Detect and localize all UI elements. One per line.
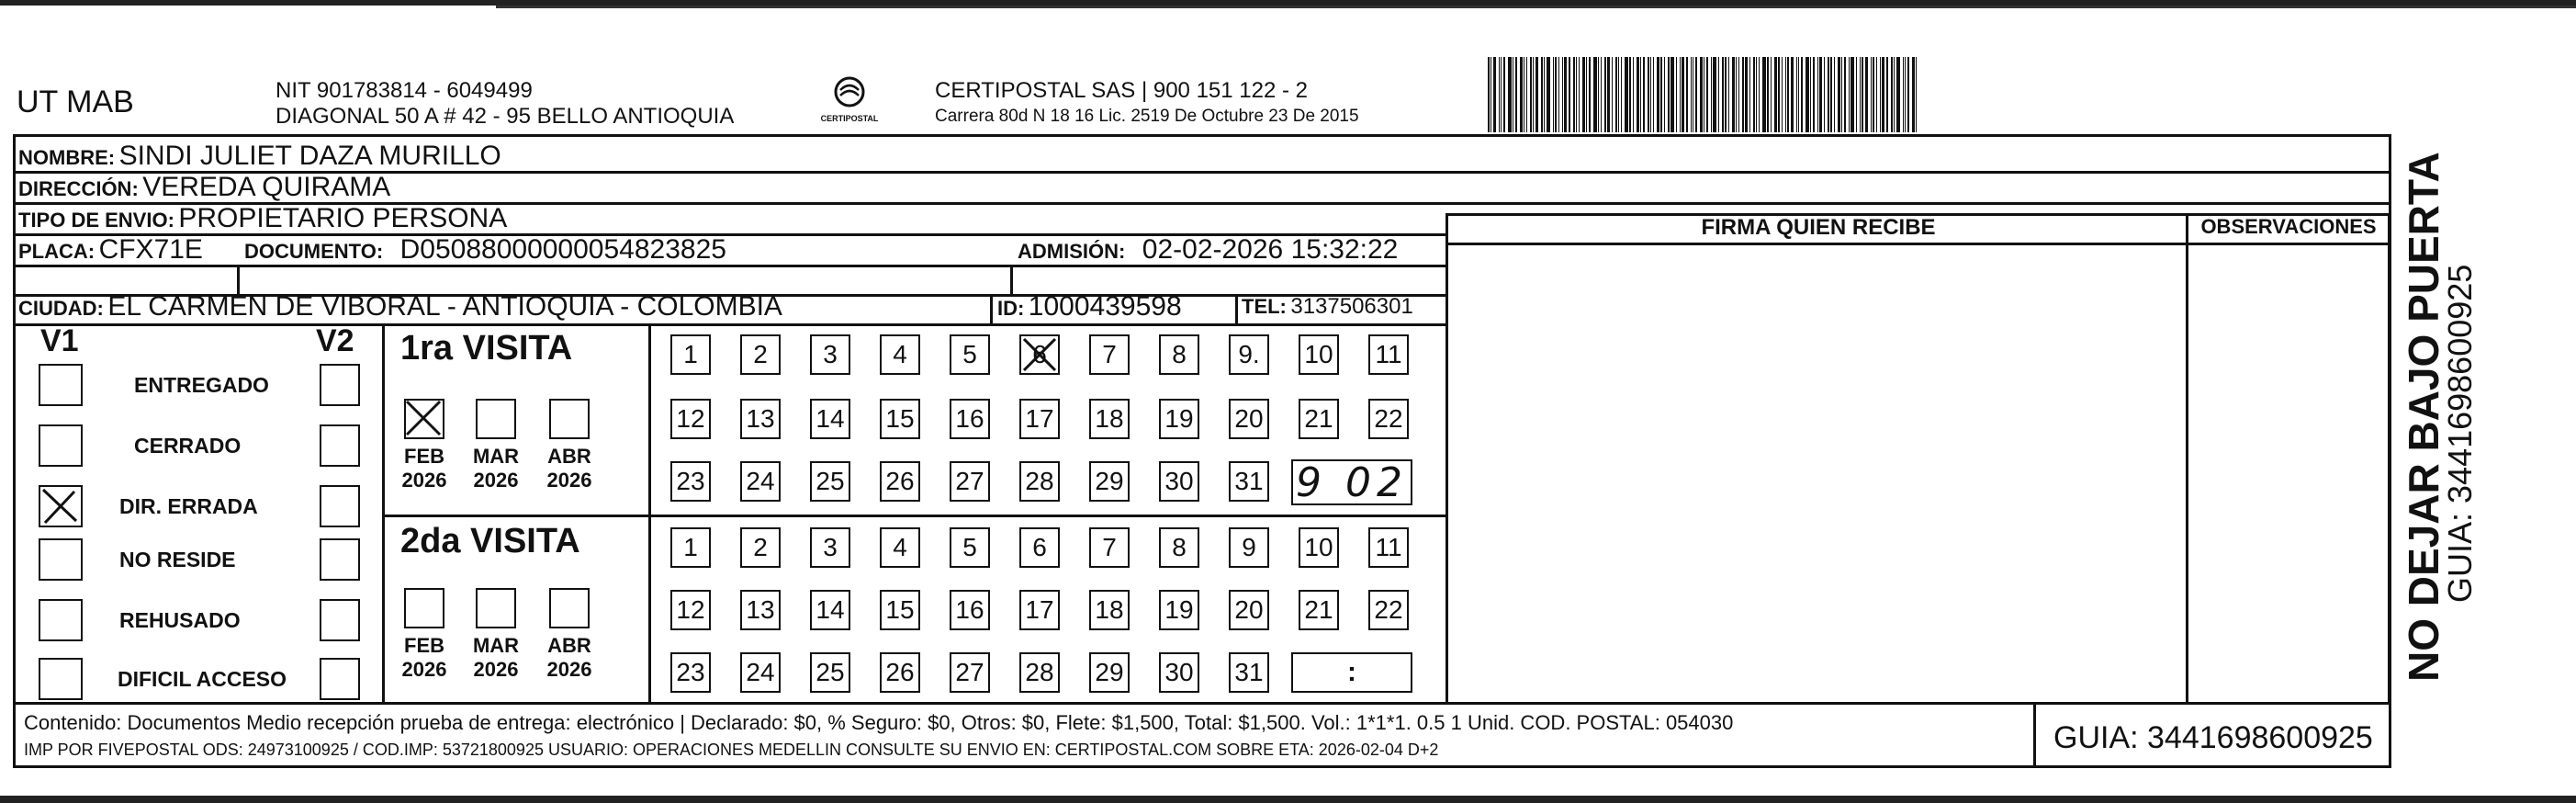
visit1-title: 1ra VISITA	[400, 329, 573, 368]
id-label: ID:	[997, 297, 1025, 320]
month-year: 2026	[401, 469, 447, 492]
month-checkbox[interactable]	[404, 588, 444, 628]
v1-checkbox[interactable]	[39, 364, 83, 406]
tel-label: TEL:	[1242, 295, 1287, 318]
v1-checkbox[interactable]	[39, 658, 83, 700]
day-box[interactable]: 30	[1159, 652, 1199, 693]
nombre-label: NOMBRE:	[18, 146, 116, 169]
day-box[interactable]: 21	[1299, 590, 1339, 630]
status-label: CERRADO	[134, 434, 242, 458]
day-box[interactable]: 19	[1159, 590, 1199, 630]
day-box[interactable]: 17	[1019, 399, 1060, 439]
ciudad-label: CIUDAD:	[18, 297, 104, 320]
day-box[interactable]: 26	[880, 461, 920, 502]
day-box[interactable]: 15	[880, 399, 920, 439]
month-name: MAR	[472, 634, 520, 657]
status-label: DIFICIL ACCESO	[118, 667, 287, 691]
day-box[interactable]: 11	[1368, 527, 1409, 568]
day-box[interactable]: 23	[670, 652, 711, 693]
month-checkbox[interactable]	[476, 399, 516, 439]
day-box[interactable]: 22	[1368, 399, 1409, 439]
day-box[interactable]: 24	[740, 652, 781, 693]
day-box[interactable]: 26	[880, 652, 920, 693]
status-label: ENTREGADO	[134, 373, 269, 397]
day-box[interactable]: 2	[740, 334, 781, 375]
day-box[interactable]: 31	[1229, 652, 1269, 693]
day-box[interactable]: 3	[810, 334, 850, 375]
day-box[interactable]: 11	[1368, 334, 1409, 375]
v1-checkbox[interactable]	[39, 485, 83, 527]
day-box[interactable]: 28	[1019, 652, 1060, 693]
id-row	[997, 290, 1182, 328]
row-line	[1445, 243, 2391, 245]
day-box[interactable]: 9.	[1229, 334, 1269, 375]
logo-text: CERTIPOSTAL	[820, 114, 879, 123]
day-box[interactable]: 29	[1089, 652, 1130, 693]
day-box[interactable]: 8	[1159, 527, 1199, 568]
top-rule	[496, 6, 2576, 8]
month-label	[542, 634, 597, 682]
day-box[interactable]: 18	[1089, 590, 1130, 630]
v2-checkbox[interactable]	[320, 424, 360, 467]
ciudad-row	[18, 290, 782, 328]
month-name: MAR	[472, 445, 520, 468]
month-year: 2026	[401, 658, 447, 681]
day-box[interactable]: 12	[670, 590, 711, 630]
month-checkbox[interactable]	[404, 399, 444, 439]
col-line	[1235, 294, 1238, 323]
placa-label: PLACA:	[18, 240, 96, 263]
v1-checkbox[interactable]	[39, 599, 83, 641]
day-box[interactable]: 2	[740, 527, 781, 568]
tipo-label: TIPO DE ENVIO:	[18, 209, 174, 232]
month-checkbox[interactable]	[549, 399, 590, 439]
day-box[interactable]: 27	[950, 461, 990, 502]
day-box[interactable]: 12	[670, 399, 711, 439]
month-label	[542, 445, 597, 492]
v2-checkbox[interactable]	[320, 485, 360, 527]
day-box[interactable]: 17	[1019, 590, 1060, 630]
v1-checkbox[interactable]	[39, 424, 83, 467]
day-box[interactable]: 15	[880, 590, 920, 630]
day-box[interactable]: 16	[950, 590, 990, 630]
day-box[interactable]: 10	[1299, 527, 1339, 568]
day-box[interactable]: 22	[1368, 590, 1409, 630]
documento-value: D05088000000054823825	[399, 234, 726, 265]
day-box[interactable]: 16	[950, 399, 990, 439]
v2-label: V2	[316, 323, 354, 358]
day-box[interactable]: 20	[1229, 590, 1269, 630]
col-line	[1445, 213, 1448, 702]
admision-row	[1018, 233, 1398, 271]
day-box[interactable]: 4	[880, 334, 920, 375]
footer-contenido: Contenido: Documentos Medio recepción prueba de entrega: electrónico | Declarado: $0, % Seguro: $0, Otros: $0, Flete: $1,500, Total: $1,500. Vol.: 1*1*1. 0.5 1 Unid. COD. POSTAL: 054030	[24, 711, 1734, 734]
company-nit: NIT 901783814 - 6049499	[276, 78, 533, 103]
v1-checkbox[interactable]	[39, 538, 83, 581]
carrier-license: Carrera 80d N 18 16 Lic. 2519 De Octubre 23 De 2015	[935, 107, 1359, 126]
visit2-title: 2da VISITA	[400, 522, 580, 560]
day-box[interactable]: 19	[1159, 399, 1199, 439]
day-box[interactable]: 13	[740, 590, 781, 630]
day-box[interactable]: 24	[740, 461, 781, 502]
id-value: 1000439598	[1028, 291, 1182, 322]
month-year: 2026	[546, 658, 592, 681]
admision-label: ADMISIÓN:	[1018, 240, 1126, 263]
day-box[interactable]: 25	[810, 652, 850, 693]
month-name: ABR	[547, 445, 591, 468]
visit1-time-box[interactable]: 9 02	[1291, 459, 1412, 505]
month-name: FEB	[404, 445, 444, 468]
day-box[interactable]: 18	[1089, 399, 1130, 439]
month-year: 2026	[546, 469, 592, 492]
v2-checkbox[interactable]	[320, 364, 360, 406]
tel-row	[1242, 290, 1413, 326]
observaciones-header: OBSERVACIONES	[2200, 215, 2377, 238]
v2-checkbox[interactable]	[320, 538, 360, 581]
col-line	[990, 294, 993, 323]
day-box[interactable]: 1	[670, 334, 711, 375]
day-box[interactable]: 27	[950, 652, 990, 693]
ciudad-value: EL CARMEN DE VIBORAL - ANTIOQUIA - COLOMBIA	[107, 291, 782, 322]
v2-checkbox[interactable]	[320, 658, 360, 700]
documento-row	[244, 233, 726, 271]
col-line	[382, 323, 385, 702]
company-address: DIAGONAL 50 A # 42 - 95 BELLO ANTIOQUIA	[276, 104, 735, 129]
col-line	[2388, 213, 2390, 702]
day-box[interactable]: 29	[1089, 461, 1130, 502]
documento-label: DOCUMENTO:	[244, 240, 384, 263]
carrier-name: CERTIPOSTAL SAS | 900 151 122 - 2	[935, 78, 1308, 103]
barcode	[1488, 57, 2213, 132]
day-box[interactable]: 7	[1089, 527, 1130, 568]
v2-checkbox[interactable]	[320, 599, 360, 641]
nombre-value: SINDI JULIET DAZA MURILLO	[118, 141, 501, 171]
day-box[interactable]: 14	[810, 590, 850, 630]
tipo-value: PROPIETARIO PERSONA	[178, 203, 508, 233]
company-name: UT MAB	[17, 85, 134, 119]
day-box[interactable]: 30	[1159, 461, 1199, 502]
day-box[interactable]: 31	[1229, 461, 1269, 502]
footer-guia: GUIA: 3441698600925	[2053, 720, 2373, 755]
direccion-value: VEREDA QUIRAMA	[142, 172, 391, 202]
side-guia: GUIA: 3441698600925	[2441, 264, 2479, 603]
day-box[interactable]: 8	[1159, 334, 1199, 375]
footer-impresion: IMP POR FIVEPOSTAL ODS: 24973100925 / COD.IMP: 53721800925 USUARIO: OPERACIONES MEDELLIN CONSULTE SU ENVIO EN: CERTIPOSTAL.COM SOBRE ETA: 2026-02-04 D+2	[24, 741, 1439, 759]
bottom-scan-edge	[0, 796, 2576, 803]
day-box[interactable]: 4	[880, 527, 920, 568]
firma-header: FIRMA QUIEN RECIBE	[1701, 215, 1936, 240]
month-checkbox[interactable]	[549, 588, 590, 628]
month-checkbox[interactable]	[476, 588, 516, 628]
day-box[interactable]: 20	[1229, 399, 1269, 439]
placa-row	[18, 233, 203, 271]
month-label	[468, 445, 523, 492]
day-box[interactable]: 7	[1089, 334, 1130, 375]
day-box[interactable]: 5	[950, 334, 990, 375]
day-box[interactable]: 23	[670, 461, 711, 502]
tel-value: 3137506301	[1290, 294, 1413, 319]
month-label	[397, 445, 452, 492]
month-label	[397, 634, 452, 682]
day-box[interactable]: 9	[1229, 527, 1269, 568]
day-box[interactable]: 3	[810, 527, 850, 568]
status-label: NO RESIDE	[119, 548, 236, 571]
day-box[interactable]: 5	[950, 527, 990, 568]
visit2-time-box[interactable]: :	[1291, 652, 1412, 693]
month-name: FEB	[404, 634, 444, 657]
col-line	[648, 323, 651, 702]
day-box[interactable]: 10	[1299, 334, 1339, 375]
month-year: 2026	[473, 469, 519, 492]
day-box[interactable]: 13	[740, 399, 781, 439]
status-label: DIR. ERRADA	[119, 494, 258, 518]
month-name: ABR	[547, 634, 591, 657]
day-box[interactable]: 14	[810, 399, 850, 439]
side-warning: NO DEJAR BAJO PUERTA	[2400, 152, 2447, 682]
day-box[interactable]: 28	[1019, 461, 1060, 502]
day-box[interactable]: 1	[670, 527, 711, 568]
col-line	[2186, 213, 2188, 702]
day-box[interactable]: 6	[1019, 527, 1060, 568]
certipostal-logo	[813, 74, 886, 129]
day-box[interactable]: 25	[810, 461, 850, 502]
placa-value: CFX71E	[98, 234, 203, 265]
direccion-label: DIRECCIÓN:	[18, 177, 139, 200]
admision-value: 02-02-2026 15:32:22	[1142, 234, 1399, 265]
row-line	[382, 515, 1445, 517]
month-label	[468, 634, 523, 682]
v1-label: V1	[40, 323, 79, 358]
day-box[interactable]: 21	[1299, 399, 1339, 439]
month-year: 2026	[473, 658, 519, 681]
col-line	[2033, 702, 2036, 768]
status-label: REHUSADO	[119, 608, 241, 632]
day-box[interactable]: 6	[1019, 334, 1060, 375]
